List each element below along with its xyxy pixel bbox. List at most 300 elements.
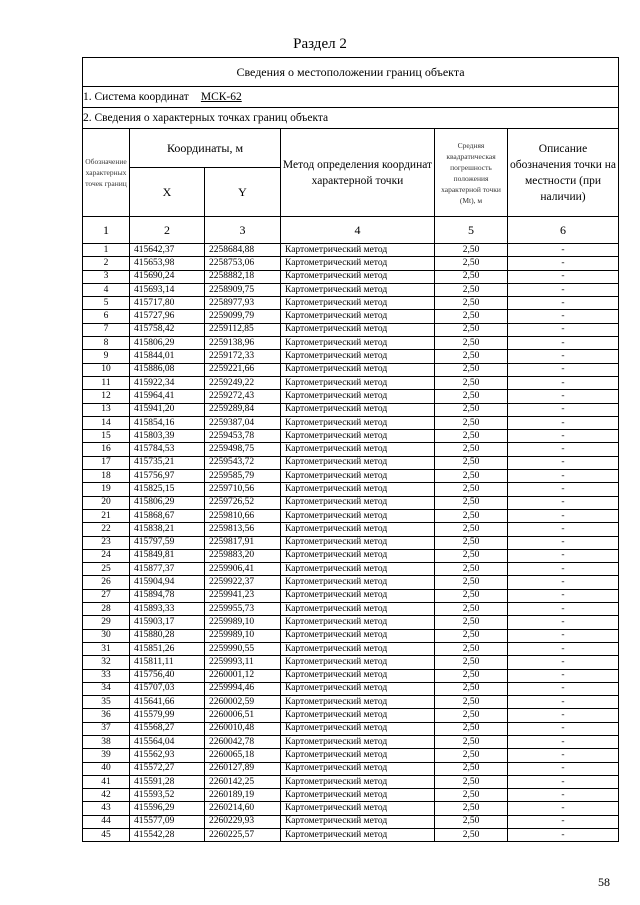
header-description: Описание обозначения точки на местности (при наличии) <box>508 129 619 217</box>
x-coordinate-cell: 415756,97 <box>130 470 205 483</box>
x-coordinate-cell: 415579,99 <box>130 709 205 722</box>
page-number: 58 <box>598 875 610 889</box>
method-cell: Картометрический метод <box>281 390 435 403</box>
y-coordinate-cell: 2260189,19 <box>205 789 281 802</box>
point-number-cell: 20 <box>83 496 130 509</box>
x-coordinate-cell: 415806,29 <box>130 496 205 509</box>
point-number-cell: 39 <box>83 749 130 762</box>
y-coordinate-cell: 2259453,78 <box>205 430 281 443</box>
accuracy-cell: 2,50 <box>435 523 508 536</box>
table-row <box>83 589 619 602</box>
point-number-cell: 42 <box>83 789 130 802</box>
method-cell: Картометрический метод <box>281 416 435 429</box>
y-coordinate-cell: 2259810,66 <box>205 509 281 522</box>
y-coordinate-cell: 2258882,18 <box>205 270 281 283</box>
point-number-cell: 9 <box>83 350 130 363</box>
table-row <box>83 642 619 655</box>
table-row <box>83 629 619 642</box>
point-number-cell: 36 <box>83 709 130 722</box>
point-number-cell: 4 <box>83 283 130 296</box>
table-row <box>83 603 619 616</box>
point-number-cell: 38 <box>83 735 130 748</box>
method-cell: Картометрический метод <box>281 815 435 828</box>
accuracy-cell: 2,50 <box>435 403 508 416</box>
description-cell: - <box>508 563 619 576</box>
method-cell: Картометрический метод <box>281 669 435 682</box>
x-coordinate-cell: 415825,15 <box>130 483 205 496</box>
point-number-cell: 21 <box>83 509 130 522</box>
method-cell: Картометрический метод <box>281 430 435 443</box>
point-number-cell: 35 <box>83 696 130 709</box>
table-row <box>83 283 619 296</box>
x-coordinate-cell: 415844,01 <box>130 350 205 363</box>
y-coordinate-cell: 2259990,55 <box>205 642 281 655</box>
x-coordinate-cell: 415811,11 <box>130 656 205 669</box>
point-number-cell: 45 <box>83 829 130 842</box>
description-cell: - <box>508 244 619 257</box>
accuracy-cell: 2,50 <box>435 283 508 296</box>
description-cell: - <box>508 509 619 522</box>
table-row <box>83 829 619 842</box>
accuracy-cell: 2,50 <box>435 669 508 682</box>
description-cell: - <box>508 669 619 682</box>
accuracy-cell: 2,50 <box>435 682 508 695</box>
table-row <box>83 536 619 549</box>
accuracy-cell: 2,50 <box>435 603 508 616</box>
x-coordinate-cell: 415591,28 <box>130 775 205 788</box>
table-row <box>83 496 619 509</box>
method-cell: Картометрический метод <box>281 696 435 709</box>
accuracy-cell: 2,50 <box>435 563 508 576</box>
description-cell: - <box>508 576 619 589</box>
x-coordinate-cell: 415564,04 <box>130 735 205 748</box>
x-coordinate-cell: 415758,42 <box>130 323 205 336</box>
accuracy-cell: 2,50 <box>435 642 508 655</box>
point-number-cell: 34 <box>83 682 130 695</box>
method-cell: Картометрический метод <box>281 483 435 496</box>
description-cell: - <box>508 789 619 802</box>
method-cell: Картометрический метод <box>281 270 435 283</box>
column-number: 1 <box>83 217 130 244</box>
point-number-cell: 13 <box>83 403 130 416</box>
description-cell: - <box>508 310 619 323</box>
point-number-cell: 33 <box>83 669 130 682</box>
x-coordinate-cell: 415903,17 <box>130 616 205 629</box>
x-coordinate-cell: 415572,27 <box>130 762 205 775</box>
y-coordinate-cell: 2259993,11 <box>205 656 281 669</box>
x-coordinate-cell: 415964,41 <box>130 390 205 403</box>
table-row <box>83 297 619 310</box>
point-number-cell: 17 <box>83 456 130 469</box>
y-coordinate-cell: 2259813,56 <box>205 523 281 536</box>
method-cell: Картометрический метод <box>281 536 435 549</box>
description-cell: - <box>508 350 619 363</box>
accuracy-cell: 2,50 <box>435 244 508 257</box>
method-cell: Картометрический метод <box>281 802 435 815</box>
method-cell: Картометрический метод <box>281 297 435 310</box>
y-coordinate-cell: 2260042,78 <box>205 735 281 748</box>
description-cell: - <box>508 682 619 695</box>
method-cell: Картометрический метод <box>281 323 435 336</box>
point-number-cell: 43 <box>83 802 130 815</box>
method-cell: Картометрический метод <box>281 509 435 522</box>
point-number-cell: 44 <box>83 815 130 828</box>
table-row <box>83 470 619 483</box>
table-row <box>83 576 619 589</box>
table-row <box>83 669 619 682</box>
x-coordinate-cell: 415849,81 <box>130 549 205 562</box>
method-cell: Картометрический метод <box>281 656 435 669</box>
description-cell: - <box>508 549 619 562</box>
method-cell: Картометрический метод <box>281 775 435 788</box>
point-number-cell: 10 <box>83 363 130 376</box>
table-row <box>83 416 619 429</box>
x-coordinate-cell: 415717,80 <box>130 297 205 310</box>
accuracy-cell: 2,50 <box>435 709 508 722</box>
table-row <box>83 430 619 443</box>
y-coordinate-cell: 2260127,89 <box>205 762 281 775</box>
point-number-cell: 16 <box>83 443 130 456</box>
x-coordinate-cell: 415838,21 <box>130 523 205 536</box>
table-row <box>83 363 619 376</box>
description-cell: - <box>508 270 619 283</box>
x-coordinate-cell: 415880,28 <box>130 629 205 642</box>
x-coordinate-cell: 415577,09 <box>130 815 205 828</box>
point-number-cell: 5 <box>83 297 130 310</box>
accuracy-cell: 2,50 <box>435 749 508 762</box>
x-coordinate-cell: 415893,33 <box>130 603 205 616</box>
description-cell: - <box>508 470 619 483</box>
table-row <box>83 563 619 576</box>
table-row <box>83 257 619 270</box>
method-cell: Картометрический метод <box>281 376 435 389</box>
y-coordinate-cell: 2260065,18 <box>205 749 281 762</box>
x-coordinate-cell: 415922,34 <box>130 376 205 389</box>
point-number-cell: 37 <box>83 722 130 735</box>
y-coordinate-cell: 2259221,66 <box>205 363 281 376</box>
x-coordinate-cell: 415868,67 <box>130 509 205 522</box>
table-row <box>83 443 619 456</box>
x-coordinate-cell: 415735,21 <box>130 456 205 469</box>
accuracy-cell: 2,50 <box>435 430 508 443</box>
description-cell: - <box>508 297 619 310</box>
x-coordinate-cell: 415727,96 <box>130 310 205 323</box>
y-coordinate-cell: 2260229,93 <box>205 815 281 828</box>
x-coordinate-cell: 415803,39 <box>130 430 205 443</box>
y-coordinate-cell: 2259272,43 <box>205 390 281 403</box>
method-cell: Картометрический метод <box>281 563 435 576</box>
x-coordinate-cell: 415593,52 <box>130 789 205 802</box>
point-number-cell: 30 <box>83 629 130 642</box>
x-coordinate-cell: 415797,59 <box>130 536 205 549</box>
page-title: Раздел 2 <box>293 36 347 52</box>
x-coordinate-cell: 415854,16 <box>130 416 205 429</box>
coord-system-value: МСК-62 <box>200 91 242 103</box>
method-cell: Картометрический метод <box>281 762 435 775</box>
description-cell: - <box>508 589 619 602</box>
accuracy-cell: 2,50 <box>435 496 508 509</box>
table-row <box>83 403 619 416</box>
point-number-cell: 12 <box>83 390 130 403</box>
description-cell: - <box>508 403 619 416</box>
method-cell: Картометрический метод <box>281 829 435 842</box>
accuracy-cell: 2,50 <box>435 656 508 669</box>
y-coordinate-cell: 2260002,59 <box>205 696 281 709</box>
point-number-cell: 2 <box>83 257 130 270</box>
point-number-cell: 22 <box>83 523 130 536</box>
description-cell: - <box>508 283 619 296</box>
accuracy-cell: 2,50 <box>435 775 508 788</box>
x-coordinate-cell: 415784,53 <box>130 443 205 456</box>
method-cell: Картометрический метод <box>281 337 435 350</box>
accuracy-cell: 2,50 <box>435 589 508 602</box>
points-title: 2. Сведения о характерных точках границ объекта <box>83 108 619 129</box>
method-cell: Картометрический метод <box>281 589 435 602</box>
accuracy-cell: 2,50 <box>435 722 508 735</box>
point-number-cell: 1 <box>83 244 130 257</box>
x-coordinate-cell: 415806,29 <box>130 337 205 350</box>
table-row <box>83 735 619 748</box>
y-coordinate-cell: 2259817,91 <box>205 536 281 549</box>
point-number-cell: 18 <box>83 470 130 483</box>
header-accuracy: Средняя квадратическая погрешность положения характерной точки (Mt), м <box>435 129 508 217</box>
table-row <box>83 376 619 389</box>
table-row <box>83 815 619 828</box>
y-coordinate-cell: 2259710,56 <box>205 483 281 496</box>
description-cell: - <box>508 656 619 669</box>
header-x: X <box>130 168 205 217</box>
description-cell: - <box>508 603 619 616</box>
description-cell: - <box>508 709 619 722</box>
column-numbers-row <box>83 217 619 244</box>
description-cell: - <box>508 430 619 443</box>
y-coordinate-cell: 2258684,88 <box>205 244 281 257</box>
y-coordinate-cell: 2259387,04 <box>205 416 281 429</box>
table-row <box>83 323 619 336</box>
table-row <box>83 244 619 257</box>
accuracy-cell: 2,50 <box>435 337 508 350</box>
method-cell: Картометрический метод <box>281 709 435 722</box>
point-number-cell: 29 <box>83 616 130 629</box>
x-coordinate-cell: 415653,98 <box>130 257 205 270</box>
table-row <box>83 270 619 283</box>
table-row <box>83 696 619 709</box>
x-coordinate-cell: 415756,40 <box>130 669 205 682</box>
method-cell: Картометрический метод <box>281 244 435 257</box>
y-coordinate-cell: 2260006,51 <box>205 709 281 722</box>
x-coordinate-cell: 415941,20 <box>130 403 205 416</box>
point-number-cell: 26 <box>83 576 130 589</box>
point-number-cell: 32 <box>83 656 130 669</box>
header-designation: Обозначение характерных точек границ <box>83 129 130 217</box>
column-number: 3 <box>205 217 281 244</box>
table-row <box>83 709 619 722</box>
point-number-cell: 28 <box>83 603 130 616</box>
x-coordinate-cell: 415596,29 <box>130 802 205 815</box>
column-number: 4 <box>281 217 435 244</box>
y-coordinate-cell: 2259726,52 <box>205 496 281 509</box>
point-number-cell: 19 <box>83 483 130 496</box>
accuracy-cell: 2,50 <box>435 576 508 589</box>
method-cell: Картометрический метод <box>281 629 435 642</box>
table-row <box>83 509 619 522</box>
y-coordinate-cell: 2259138,96 <box>205 337 281 350</box>
x-coordinate-cell: 415568,27 <box>130 722 205 735</box>
y-coordinate-cell: 2260214,60 <box>205 802 281 815</box>
y-coordinate-cell: 2259099,79 <box>205 310 281 323</box>
x-coordinate-cell: 415542,28 <box>130 829 205 842</box>
x-coordinate-cell: 415851,26 <box>130 642 205 655</box>
description-cell: - <box>508 696 619 709</box>
accuracy-cell: 2,50 <box>435 549 508 562</box>
accuracy-cell: 2,50 <box>435 376 508 389</box>
description-cell: - <box>508 802 619 815</box>
x-coordinate-cell: 415877,37 <box>130 563 205 576</box>
point-number-cell: 27 <box>83 589 130 602</box>
method-cell: Картометрический метод <box>281 496 435 509</box>
description-cell: - <box>508 749 619 762</box>
method-cell: Картометрический метод <box>281 523 435 536</box>
description-cell: - <box>508 642 619 655</box>
y-coordinate-cell: 2260001,12 <box>205 669 281 682</box>
y-coordinate-cell: 2259883,20 <box>205 549 281 562</box>
description-cell: - <box>508 735 619 748</box>
point-number-cell: 15 <box>83 430 130 443</box>
method-cell: Картометрический метод <box>281 616 435 629</box>
method-cell: Картометрический метод <box>281 470 435 483</box>
y-coordinate-cell: 2260225,57 <box>205 829 281 842</box>
accuracy-cell: 2,50 <box>435 363 508 376</box>
description-cell: - <box>508 815 619 828</box>
accuracy-cell: 2,50 <box>435 456 508 469</box>
accuracy-cell: 2,50 <box>435 270 508 283</box>
table-row <box>83 789 619 802</box>
accuracy-cell: 2,50 <box>435 350 508 363</box>
table-row <box>83 337 619 350</box>
accuracy-cell: 2,50 <box>435 789 508 802</box>
point-number-cell: 31 <box>83 642 130 655</box>
column-number: 5 <box>435 217 508 244</box>
table-row <box>83 523 619 536</box>
table-row <box>83 549 619 562</box>
description-cell: - <box>508 829 619 842</box>
method-cell: Картометрический метод <box>281 576 435 589</box>
description-cell: - <box>508 416 619 429</box>
point-number-cell: 25 <box>83 563 130 576</box>
method-cell: Картометрический метод <box>281 722 435 735</box>
table-row <box>83 390 619 403</box>
y-coordinate-cell: 2259994,46 <box>205 682 281 695</box>
y-coordinate-cell: 2259112,85 <box>205 323 281 336</box>
y-coordinate-cell: 2259941,23 <box>205 589 281 602</box>
point-number-cell: 7 <box>83 323 130 336</box>
y-coordinate-cell: 2259922,37 <box>205 576 281 589</box>
point-number-cell: 23 <box>83 536 130 549</box>
description-cell: - <box>508 363 619 376</box>
y-coordinate-cell: 2258909,75 <box>205 283 281 296</box>
method-cell: Картометрический метод <box>281 363 435 376</box>
boundary-points-table <box>82 57 619 842</box>
accuracy-cell: 2,50 <box>435 297 508 310</box>
accuracy-cell: 2,50 <box>435 815 508 828</box>
table-row <box>83 762 619 775</box>
description-cell: - <box>508 443 619 456</box>
method-cell: Картометрический метод <box>281 456 435 469</box>
description-cell: - <box>508 762 619 775</box>
method-cell: Картометрический метод <box>281 789 435 802</box>
method-cell: Картометрический метод <box>281 310 435 323</box>
y-coordinate-cell: 2259989,10 <box>205 616 281 629</box>
method-cell: Картометрический метод <box>281 603 435 616</box>
y-coordinate-cell: 2260010,48 <box>205 722 281 735</box>
y-coordinate-cell: 2259955,73 <box>205 603 281 616</box>
method-cell: Картометрический метод <box>281 642 435 655</box>
x-coordinate-cell: 415642,37 <box>130 244 205 257</box>
method-cell: Картометрический метод <box>281 443 435 456</box>
x-coordinate-cell: 415641,66 <box>130 696 205 709</box>
description-cell: - <box>508 629 619 642</box>
coord-system-row <box>83 87 619 108</box>
table-row <box>83 656 619 669</box>
header-method: Метод определения координат характерной точки <box>281 129 435 217</box>
y-coordinate-cell: 2259498,75 <box>205 443 281 456</box>
point-number-cell: 24 <box>83 549 130 562</box>
accuracy-cell: 2,50 <box>435 802 508 815</box>
point-number-cell: 40 <box>83 762 130 775</box>
point-number-cell: 41 <box>83 775 130 788</box>
x-coordinate-cell: 415693,14 <box>130 283 205 296</box>
description-cell: - <box>508 616 619 629</box>
accuracy-cell: 2,50 <box>435 829 508 842</box>
description-cell: - <box>508 257 619 270</box>
table-row <box>83 682 619 695</box>
y-coordinate-cell: 2259249,22 <box>205 376 281 389</box>
table-row <box>83 616 619 629</box>
accuracy-cell: 2,50 <box>435 616 508 629</box>
accuracy-cell: 2,50 <box>435 390 508 403</box>
description-cell: - <box>508 483 619 496</box>
method-cell: Картометрический метод <box>281 549 435 562</box>
description-cell: - <box>508 496 619 509</box>
x-coordinate-cell: 415894,78 <box>130 589 205 602</box>
table-row <box>83 350 619 363</box>
table-row <box>83 456 619 469</box>
table-row <box>83 483 619 496</box>
description-cell: - <box>508 376 619 389</box>
method-cell: Картометрический метод <box>281 749 435 762</box>
y-coordinate-cell: 2260142,25 <box>205 775 281 788</box>
coord-system-label: 1. Система координат <box>83 91 189 103</box>
method-cell: Картометрический метод <box>281 283 435 296</box>
accuracy-cell: 2,50 <box>435 696 508 709</box>
header-coordinates: Координаты, м <box>130 129 281 168</box>
point-number-cell: 3 <box>83 270 130 283</box>
y-coordinate-cell: 2259585,79 <box>205 470 281 483</box>
accuracy-cell: 2,50 <box>435 257 508 270</box>
y-coordinate-cell: 2259289,84 <box>205 403 281 416</box>
description-cell: - <box>508 523 619 536</box>
point-number-cell: 6 <box>83 310 130 323</box>
column-number: 2 <box>130 217 205 244</box>
description-cell: - <box>508 337 619 350</box>
table-row <box>83 722 619 735</box>
y-coordinate-cell: 2258977,93 <box>205 297 281 310</box>
accuracy-cell: 2,50 <box>435 470 508 483</box>
accuracy-cell: 2,50 <box>435 416 508 429</box>
table-row <box>83 775 619 788</box>
accuracy-cell: 2,50 <box>435 536 508 549</box>
description-cell: - <box>508 390 619 403</box>
